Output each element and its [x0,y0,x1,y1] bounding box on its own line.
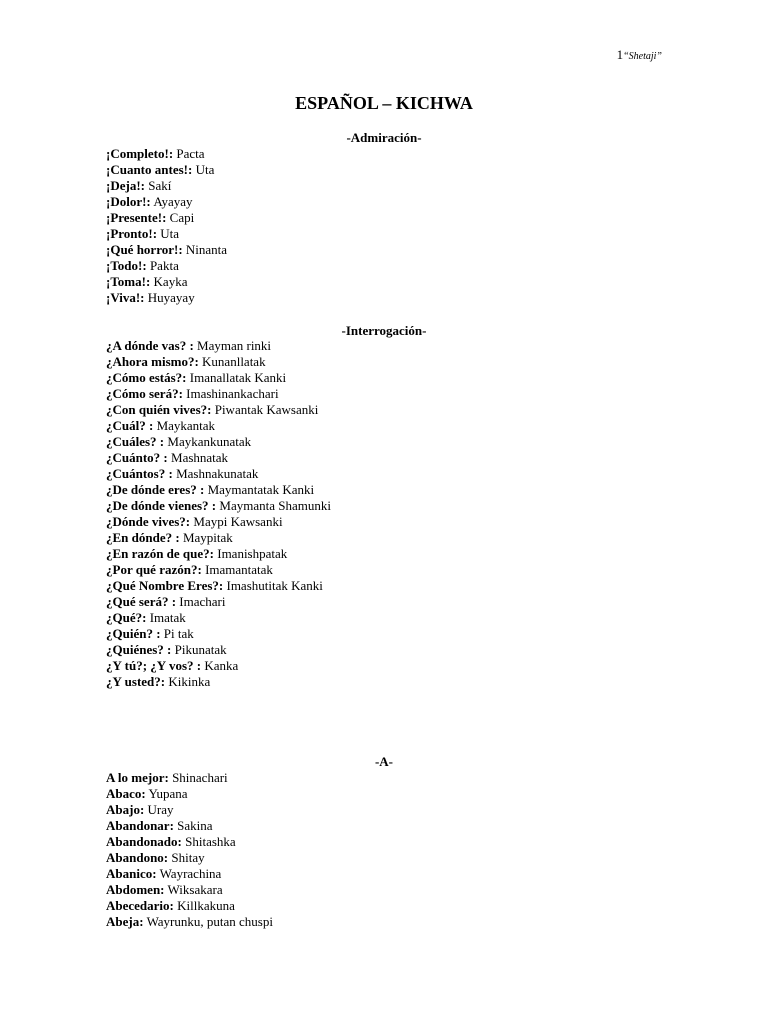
dictionary-entry [106,594,331,610]
entry-term: Abaco: [106,786,146,801]
entry-translation: Maymantatak Kanki [207,482,315,497]
dictionary-entry [106,386,331,402]
entry-translation: Ninanta [185,242,228,257]
entry-term: ¡Presente!: [106,210,167,225]
entry-term: ¡Toma!: [106,274,151,289]
entry-translation: Imashinankachari [186,386,279,401]
entry-translation: Maykantak [156,418,216,433]
dictionary-entry [106,786,273,802]
dictionary-entry [106,530,331,546]
section-heading-admiracion: -Admiración- [346,130,422,145]
entry-term: ¿En razón de que?: [106,546,214,561]
entry-term: ¿Y tú?; ¿Y vos? : [106,658,202,673]
dictionary-entry [106,834,273,850]
entry-term: ¡Deja!: [106,178,145,193]
entry-term: ¡Pronto!: [106,226,158,241]
entry-term: Abanico: [106,866,157,881]
entry-term: Abecedario: [106,898,174,913]
dictionary-entry [106,610,331,626]
dictionary-entry [106,274,227,290]
entry-term: Abandonado: [106,834,182,849]
dictionary-entry [106,578,331,594]
entry-list-a [106,770,273,930]
entry-term: Abajo: [106,802,145,817]
dictionary-entry [106,674,331,690]
entry-translation: Kunanllatak [202,354,266,369]
entry-term: ¡Completo!: [106,146,174,161]
dictionary-entry [106,402,331,418]
entry-translation: Huyayay [147,290,195,305]
entry-term: Abandonar: [106,818,174,833]
entry-translation: Kayka [153,274,188,289]
entry-term: Abdomen: [106,882,165,897]
entry-term: ¿Qué?: [106,610,147,625]
entry-translation: Piwantak Kawsanki [214,402,319,417]
entry-term: ¿Por qué razón?: [106,562,202,577]
dictionary-entry [106,770,273,786]
entry-translation: Maykankunatak [167,434,252,449]
document-title: ESPAÑOL – KICHWA [295,93,473,113]
entry-translation: Mayman rinki [197,338,272,353]
entry-term: ¡Cuanto antes!: [106,162,193,177]
entry-term: ¿De dónde eres? : [106,482,205,497]
header-tag: “Shetaji” [623,51,662,62]
dictionary-entry [106,434,331,450]
page-header [617,47,662,65]
dictionary-entry [106,354,331,370]
dictionary-entry [106,546,331,562]
entry-term: ¿Y usted?: [106,674,166,689]
entry-translation: Ayayay [153,194,193,209]
entry-translation: Wayrunku, putan chuspi [146,914,273,929]
entry-translation: Imanallatak Kanki [189,370,287,385]
entry-translation: Pakta [149,258,179,273]
entry-translation: Pikunatak [174,642,227,657]
entry-term: ¿Quién? : [106,626,161,641]
dictionary-entry [106,562,331,578]
entry-term: A lo mejor: [106,770,169,785]
entry-term: ¿Cómo estás?: [106,370,187,385]
entry-translation: Pacta [176,146,205,161]
dictionary-entry [106,178,227,194]
dictionary-entry [106,338,331,354]
entry-translation: Uray [147,802,174,817]
dictionary-entry [106,514,331,530]
entry-translation: Uta [160,226,180,241]
entry-translation: Maypitak [182,530,233,545]
entry-translation: Shinachari [172,770,228,785]
dictionary-entry [106,482,331,498]
dictionary-entry [106,818,273,834]
entry-term: ¿A dónde vas? : [106,338,194,353]
dictionary-entry [106,242,227,258]
dictionary-entry [106,802,273,818]
section-heading-a: -A- [374,754,394,769]
entry-translation: Mashnakunatak [176,466,259,481]
entry-term: ¿Cuánto? : [106,450,168,465]
entry-list-interrogacion [106,338,331,690]
entry-term: ¿Qué Nombre Eres?: [106,578,224,593]
entry-translation: Mashnatak [171,450,229,465]
entry-term: ¡Dolor!: [106,194,151,209]
entry-list-admiracion [106,146,227,306]
entry-translation: Maymanta Shamunki [219,498,331,513]
dictionary-entry [106,194,227,210]
entry-translation: Capi [169,210,195,225]
entry-translation: Yupana [148,786,188,801]
entry-translation: Pi tak [163,626,194,641]
entry-translation: Sakina [177,818,213,833]
dictionary-entry [106,498,331,514]
entry-translation: Kikinka [168,674,211,689]
entry-term: ¿Quiénes? : [106,642,172,657]
entry-translation: Shitay [171,850,205,865]
dictionary-entry [106,418,331,434]
entry-translation: Kanka [204,658,239,673]
dictionary-entry [106,642,331,658]
entry-term: ¡Viva!: [106,290,145,305]
dictionary-entry [106,290,227,306]
entry-translation: Imashutitak Kanki [226,578,323,593]
dictionary-entry [106,162,227,178]
dictionary-entry [106,626,331,642]
entry-translation: Imanishpatak [217,546,288,561]
entry-term: ¿Cómo será?: [106,386,183,401]
dictionary-entry [106,882,273,898]
dictionary-entry [106,450,331,466]
entry-term: ¡Qué horror!: [106,242,183,257]
dictionary-entry [106,370,331,386]
entry-term: ¿Qué será? : [106,594,177,609]
dictionary-entry [106,146,227,162]
dictionary-entry [106,850,273,866]
page-number: 1 [616,47,624,62]
dictionary-entry [106,866,273,882]
entry-term: ¿En dónde? : [106,530,180,545]
entry-term: ¿De dónde vienes? : [106,498,217,513]
dictionary-entry [106,210,227,226]
entry-translation: Killkakuna [177,898,235,913]
dictionary-entry [106,258,227,274]
entry-translation: Imatak [149,610,186,625]
dictionary-entry [106,914,273,930]
entry-term: Abeja: [106,914,144,929]
entry-translation: Uta [195,162,215,177]
entry-term: ¿Cuáles? : [106,434,165,449]
dictionary-entry [106,658,331,674]
entry-term: ¡Todo!: [106,258,147,273]
entry-translation: Shitashka [185,834,236,849]
entry-term: ¿Cuántos? : [106,466,173,481]
entry-term: Abandono: [106,850,169,865]
entry-translation: Imachari [179,594,226,609]
dictionary-entry [106,466,331,482]
entry-translation: Wiksakara [167,882,223,897]
entry-translation: Sakí [148,178,172,193]
entry-term: ¿Dónde vives?: [106,514,191,529]
entry-translation: Wayrachina [159,866,222,881]
dictionary-entry [106,226,227,242]
entry-term: ¿Cuál? : [106,418,154,433]
section-heading-interrogacion: -Interrogación- [341,323,427,338]
entry-term: ¿Con quién vives?: [106,402,212,417]
dictionary-entry [106,898,273,914]
entry-term: ¿Ahora mismo?: [106,354,199,369]
entry-translation: Maypi Kawsanki [193,514,283,529]
entry-translation: Imamantatak [205,562,273,577]
